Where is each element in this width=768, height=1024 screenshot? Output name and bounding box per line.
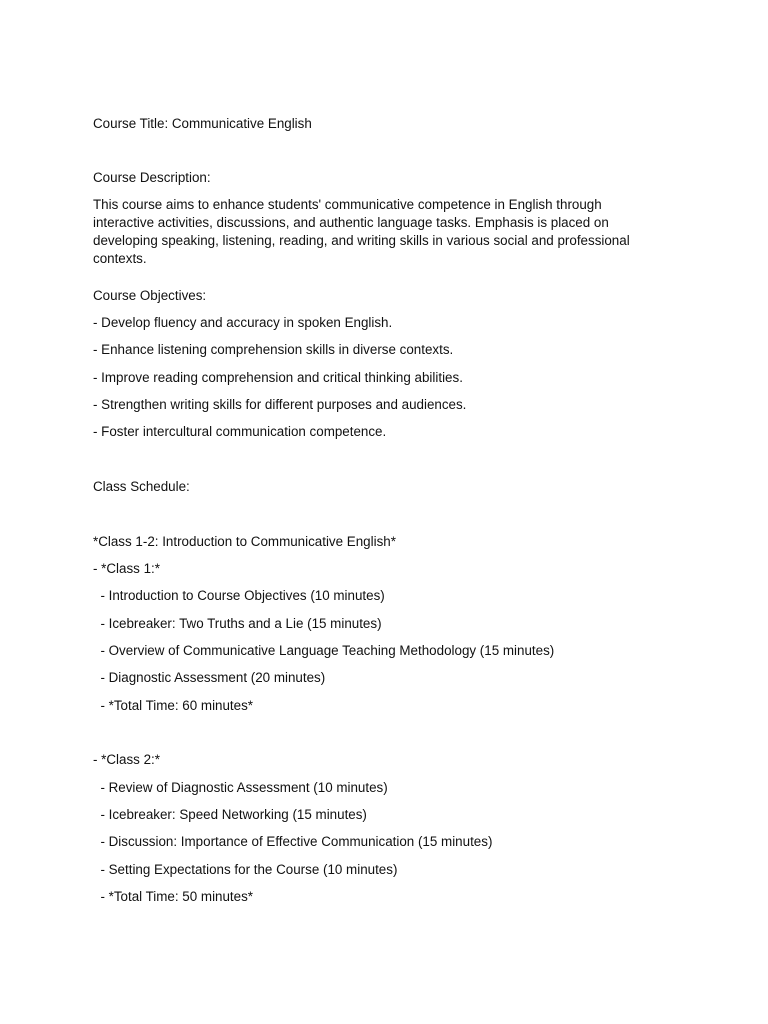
description-heading: Course Description:: [93, 170, 211, 185]
class2-label: - *Class 2:*: [93, 752, 160, 767]
objective-item: - Strengthen writing skills for different purposes and audiences.: [93, 397, 467, 412]
class2-total: - *Total Time: 50 minutes*: [93, 889, 254, 904]
class2-item: - Icebreaker: Speed Networking (15 minutes): [93, 807, 367, 822]
class-block-heading: *Class 1-2: Introduction to Communicative English*: [93, 534, 396, 549]
objective-item: - Develop fluency and accuracy in spoken English.: [93, 315, 393, 330]
objective-item: - Foster intercultural communication competence.: [93, 424, 387, 439]
class1-total: - *Total Time: 60 minutes*: [93, 698, 254, 713]
class2-item: - Review of Diagnostic Assessment (10 minutes): [93, 780, 388, 795]
objectives-heading: Course Objectives:: [93, 288, 207, 303]
class1-item: - Overview of Communicative Language Teaching Methodology (15 minutes): [93, 643, 555, 658]
class2-item: - Setting Expectations for the Course (10 minutes): [93, 862, 398, 877]
schedule-heading: Class Schedule:: [93, 479, 190, 494]
class2-item: - Discussion: Importance of Effective Communication (15 minutes): [93, 834, 493, 849]
class1-item: - Diagnostic Assessment (20 minutes): [93, 670, 326, 685]
class1-item: - Icebreaker: Two Truths and a Lie (15 minutes): [93, 616, 382, 631]
objective-item: - Enhance listening comprehension skills in diverse contexts.: [93, 342, 454, 357]
class1-item: - Introduction to Course Objectives (10 minutes): [93, 588, 385, 603]
description-paragraph: This course aims to enhance students' communicative competence in English through interactive activities, discussions, and authentic language tasks. Emphasis is placed on developing speaking, listening, reading, and writing skills in various social and professional contexts.: [93, 197, 630, 266]
course-title: Course Title: Communicative English: [93, 116, 312, 131]
class1-label: - *Class 1:*: [93, 561, 160, 576]
objective-item: - Improve reading comprehension and critical thinking abilities.: [93, 370, 463, 385]
